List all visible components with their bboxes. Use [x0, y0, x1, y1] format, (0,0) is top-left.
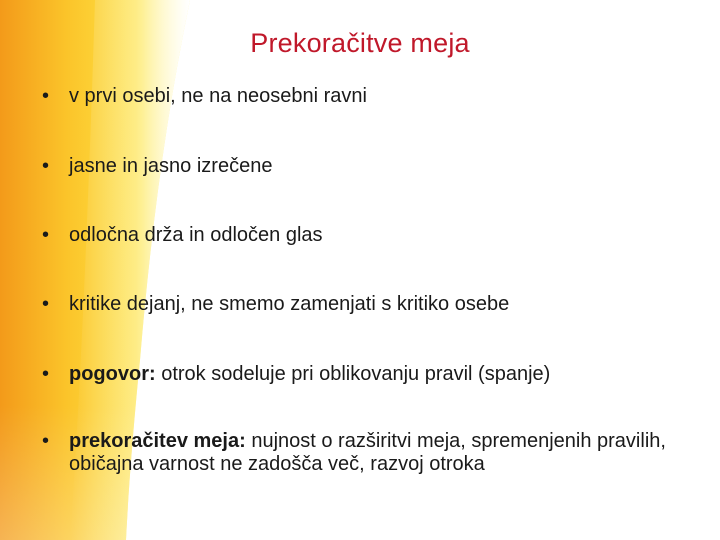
bullet-body: jasne in jasno izrečene [69, 155, 273, 177]
bullet-icon: • [42, 85, 50, 107]
slide-title-text: Prekoračitve meja [250, 28, 470, 58]
slide-title [0, 28, 720, 59]
bullet-body: v prvi osebi, ne na neosebni ravni [69, 85, 367, 107]
bullet-icon: • [42, 224, 50, 246]
bullet-term: prekoračitev meja: [69, 430, 246, 452]
bullet-text [69, 363, 690, 386]
bullet-text [69, 224, 690, 247]
bullet-text [69, 85, 690, 108]
list-item [40, 363, 690, 386]
list-item [40, 430, 690, 476]
bullet-body: nujnost o razširitvi meja, spremenjenih pravilih, običajna varnost ne zadošča več, razvoj otroka [69, 430, 666, 475]
bullet-text [69, 155, 690, 178]
list-item [40, 85, 690, 108]
list-item [40, 293, 690, 316]
bullet-text [69, 293, 690, 316]
list-item [40, 224, 690, 247]
list-item [40, 155, 690, 178]
bullet-term: pogovor: [69, 363, 156, 385]
bullet-icon: • [42, 293, 50, 315]
bullet-icon: • [42, 430, 50, 452]
bullet-body: kritike dejanj, ne smemo zamenjati s kritiko osebe [69, 293, 510, 315]
bullet-icon: • [42, 155, 50, 177]
bullet-icon: • [42, 363, 50, 385]
bullet-body: otrok sodeluje pri oblikovanju pravil (spanje) [155, 363, 551, 385]
bullet-text [69, 430, 690, 476]
bullet-body: odločna drža in odločen glas [69, 224, 323, 246]
